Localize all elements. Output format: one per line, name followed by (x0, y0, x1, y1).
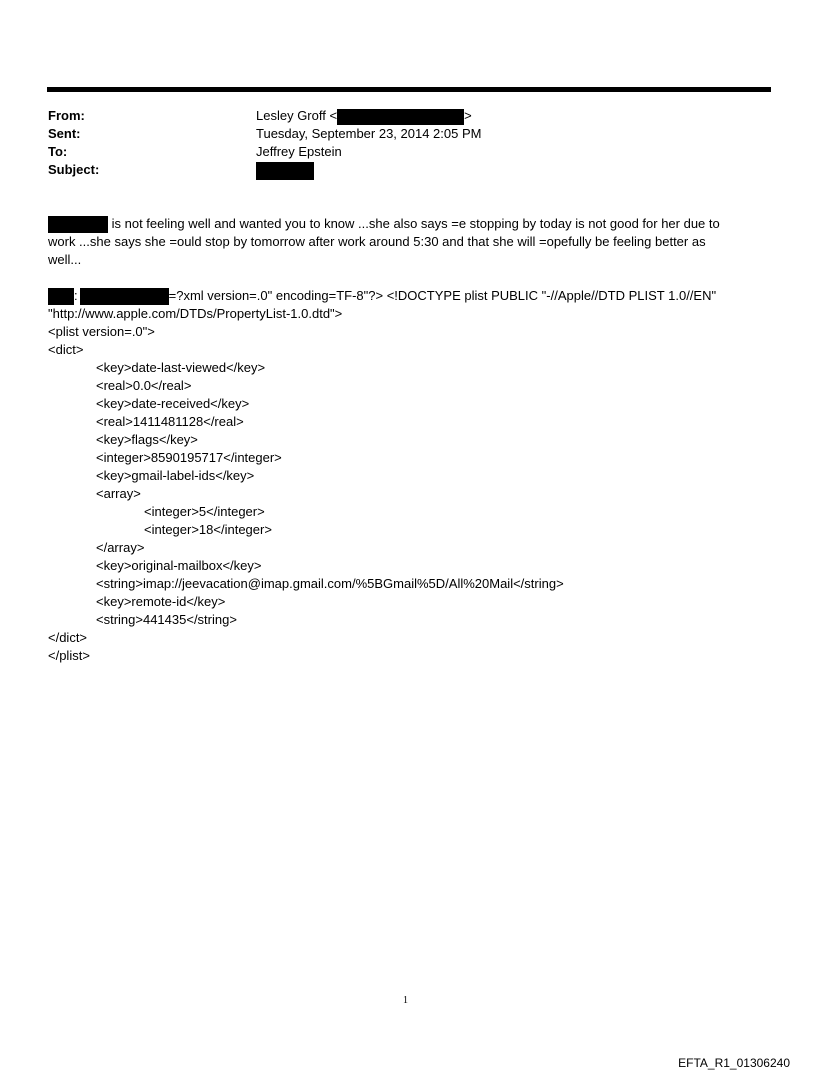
from-label: From: (48, 108, 85, 123)
plist-line: <integer>5</integer> (144, 504, 265, 519)
from-end: > (464, 108, 472, 123)
subject-value (256, 161, 314, 180)
redaction-box (80, 288, 169, 305)
from-value (256, 107, 472, 125)
sent-label: Sent: (48, 126, 81, 141)
plist-line: <plist version=.0"> (48, 324, 155, 339)
to-value: Jeffrey Epstein (256, 144, 342, 159)
to-label: To: (48, 144, 68, 159)
plist-line: <key>flags</key> (96, 432, 198, 447)
plist-line: <dict> (48, 342, 84, 357)
plist-line: <key>date-last-viewed</key> (96, 360, 266, 375)
message-line: work ...she says she =ould stop by tomorrow after work around 5:30 and that she will =opefully be feeling better as (48, 234, 706, 249)
plist-line: </array> (96, 540, 145, 555)
redaction-box (48, 288, 74, 305)
plist-line: <key>remote-id</key> (96, 594, 226, 609)
header-rule (47, 87, 771, 92)
sent-value: Tuesday, September 23, 2014 2:05 PM (256, 126, 482, 141)
plist-line: <key>gmail-label-ids</key> (96, 468, 255, 483)
message-line (48, 215, 720, 233)
plist-line: <real>1411481128</real> (96, 414, 244, 429)
plist-line: <string>441435</string> (96, 612, 237, 627)
plist-line: <string>imap://jeevacation@imap.gmail.com/%5BGmail%5D/All%20Mail</string> (96, 576, 564, 591)
from-name: Lesley Groff < (256, 108, 338, 123)
message-text: is not feeling well and wanted you to know ...she also says =e stopping by today is not good for her due to (108, 216, 720, 231)
plist-line: "http://www.apple.com/DTDs/PropertyList-1.0.dtd"> (48, 306, 343, 321)
plist-line: <integer>8590195717</integer> (96, 450, 282, 465)
plist-line: <real>0.0</real> (96, 378, 192, 393)
plist-separator: : (74, 288, 78, 303)
plist-text: =?xml version=.0" encoding=TF-8"?> <!DOCTYPE plist PUBLIC "-//Apple//DTD PLIST 1.0//EN" (168, 288, 717, 303)
plist-line: </plist> (48, 648, 90, 663)
page-number: 1 (403, 995, 408, 1006)
redaction-box (256, 162, 314, 180)
subject-label: Subject: (48, 162, 100, 177)
bates-number: EFTA_R1_01306240 (678, 1056, 790, 1070)
plist-line (48, 287, 716, 305)
plist-line: <integer>18</integer> (144, 522, 272, 537)
redaction-box (48, 216, 108, 233)
message-line: well... (48, 252, 82, 267)
plist-line: </dict> (48, 630, 88, 645)
redaction-box (337, 109, 464, 125)
plist-line: <key>original-mailbox</key> (96, 558, 262, 573)
plist-line: <key>date-received</key> (96, 396, 250, 411)
plist-line: <array> (96, 486, 141, 501)
